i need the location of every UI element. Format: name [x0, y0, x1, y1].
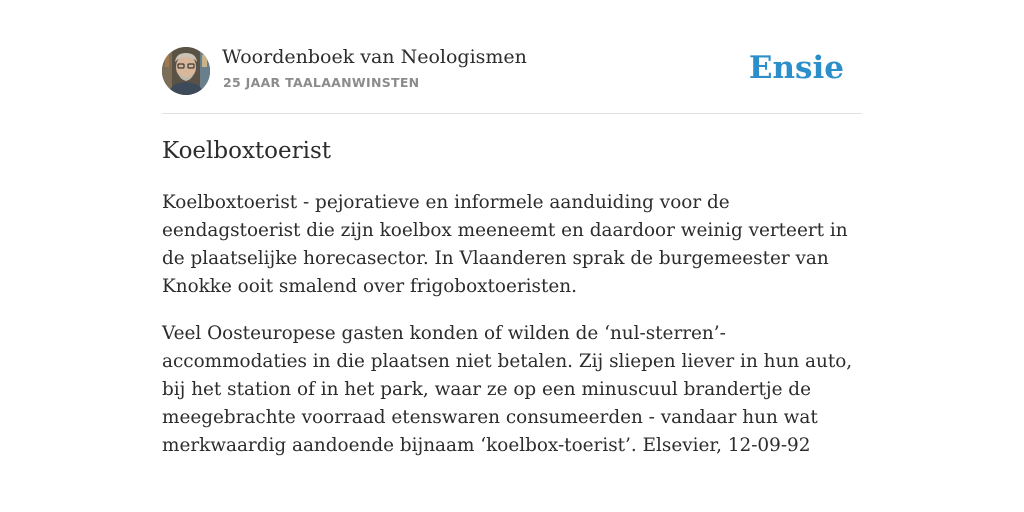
source-subtitle: 25 JAAR TAALAANWINSTEN	[223, 75, 420, 90]
brand-logo[interactable]: Ensie	[748, 50, 844, 86]
entry-paragraph: Veel Oosteuropese gasten konden of wilden de ‘nul-sterren’-accommodaties in die plaatsen niet betalen. Zij sliepen liever in hun auto, bij het station of in het park, waar ze op een minuscuul brandertje de meegebrachte voorraad etenswaren consumeerden - vandaar hun wat merkwaardig aandoende bijnaam ‘koelbox-toerist’. Elsevier, 12-09-92	[162, 323, 853, 456]
entry-paragraph: Koelboxtoerist - pejoratieve en informele aanduiding voor de eendagstoerist die zijn koelbox meeneemt en daardoor weinig verteert in de plaatselijke horecasector. In Vlaanderen sprak de burgemeester van Knokke ooit smalend over frigoboxtoeristen.	[162, 192, 848, 297]
source-header	[162, 46, 862, 96]
entry-title: Koelboxtoerist	[162, 138, 332, 164]
entry-body	[162, 189, 862, 479]
source-title[interactable]: Woordenboek van Neologismen	[222, 46, 527, 68]
author-portrait-icon[interactable]	[162, 47, 210, 95]
header-divider	[162, 113, 862, 114]
